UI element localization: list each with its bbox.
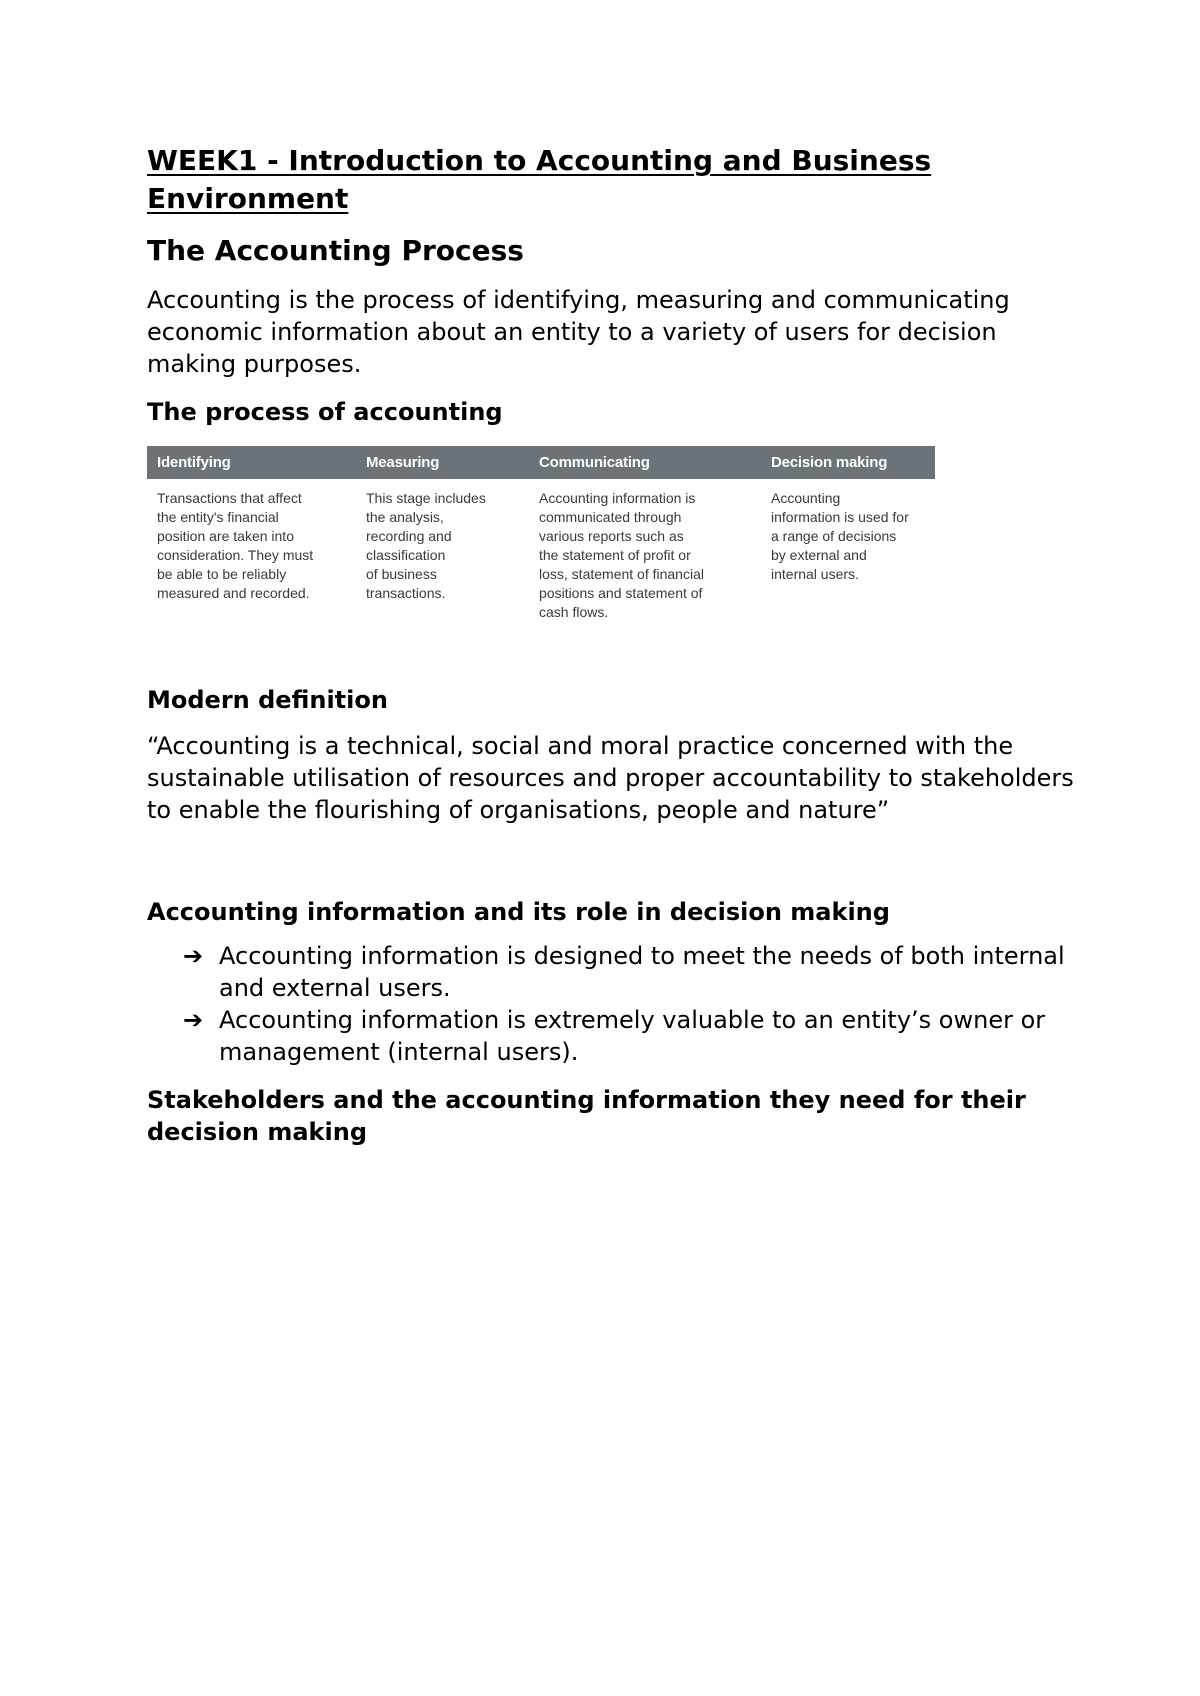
cell-decision-making: Accounting information is used for a range of decisions by external and internal users. <box>771 490 909 582</box>
info-role-heading: Accounting information and its role in decision making <box>147 898 890 926</box>
stakeholders-heading: Stakeholders and the accounting information they need for their decision making <box>147 1086 1026 1146</box>
cell-identifying: Transactions that affect the entity's financial position are taken into consideration. They must be able to be reliably measured and recorded. <box>157 490 314 601</box>
intro-paragraph: Accounting is the process of identifying, measuring and communicating economic information about an entity to a variety of users for decision making purposes. <box>147 286 1010 378</box>
header-decision-making: Decision making <box>761 446 935 479</box>
cell-measuring: This stage includes the analysis, recording and classification of business transactions. <box>366 490 486 601</box>
cell-communicating: Accounting information is communicated through various reports such as the statement of profit or loss, statement of financial positions and statement of cash flows. <box>539 490 704 620</box>
table-header-row <box>147 446 935 479</box>
modern-definition-heading: Modern definition <box>147 686 388 714</box>
document-page <box>147 142 1087 1148</box>
right-arrow-icon: ➔ <box>183 942 204 970</box>
list-item <box>183 1004 1087 1068</box>
document-title: WEEK1 - Introduction to Accounting and Business Environment <box>147 144 932 215</box>
list-item-text: Accounting information is extremely valuable to an entity’s owner or management (internal users). <box>219 1006 1046 1066</box>
modern-definition-text: “Accounting is a technical, social and moral practice concerned with the sustainable utilisation of resources and proper accountability to stakeholders to enable the flourishing of organisations, people and nature” <box>147 732 1074 824</box>
table-row <box>147 479 935 622</box>
header-measuring: Measuring <box>356 446 529 479</box>
process-heading: The process of accounting <box>147 398 503 426</box>
list-item-text: Accounting information is designed to meet the needs of both internal and external users. <box>219 942 1065 1002</box>
process-of-accounting-table <box>147 446 935 622</box>
right-arrow-icon: ➔ <box>183 1006 204 1034</box>
list-item <box>183 940 1087 1004</box>
section-title: The Accounting Process <box>147 234 524 267</box>
info-role-list <box>147 940 1087 1068</box>
header-identifying: Identifying <box>147 446 356 479</box>
header-communicating: Communicating <box>529 446 761 479</box>
